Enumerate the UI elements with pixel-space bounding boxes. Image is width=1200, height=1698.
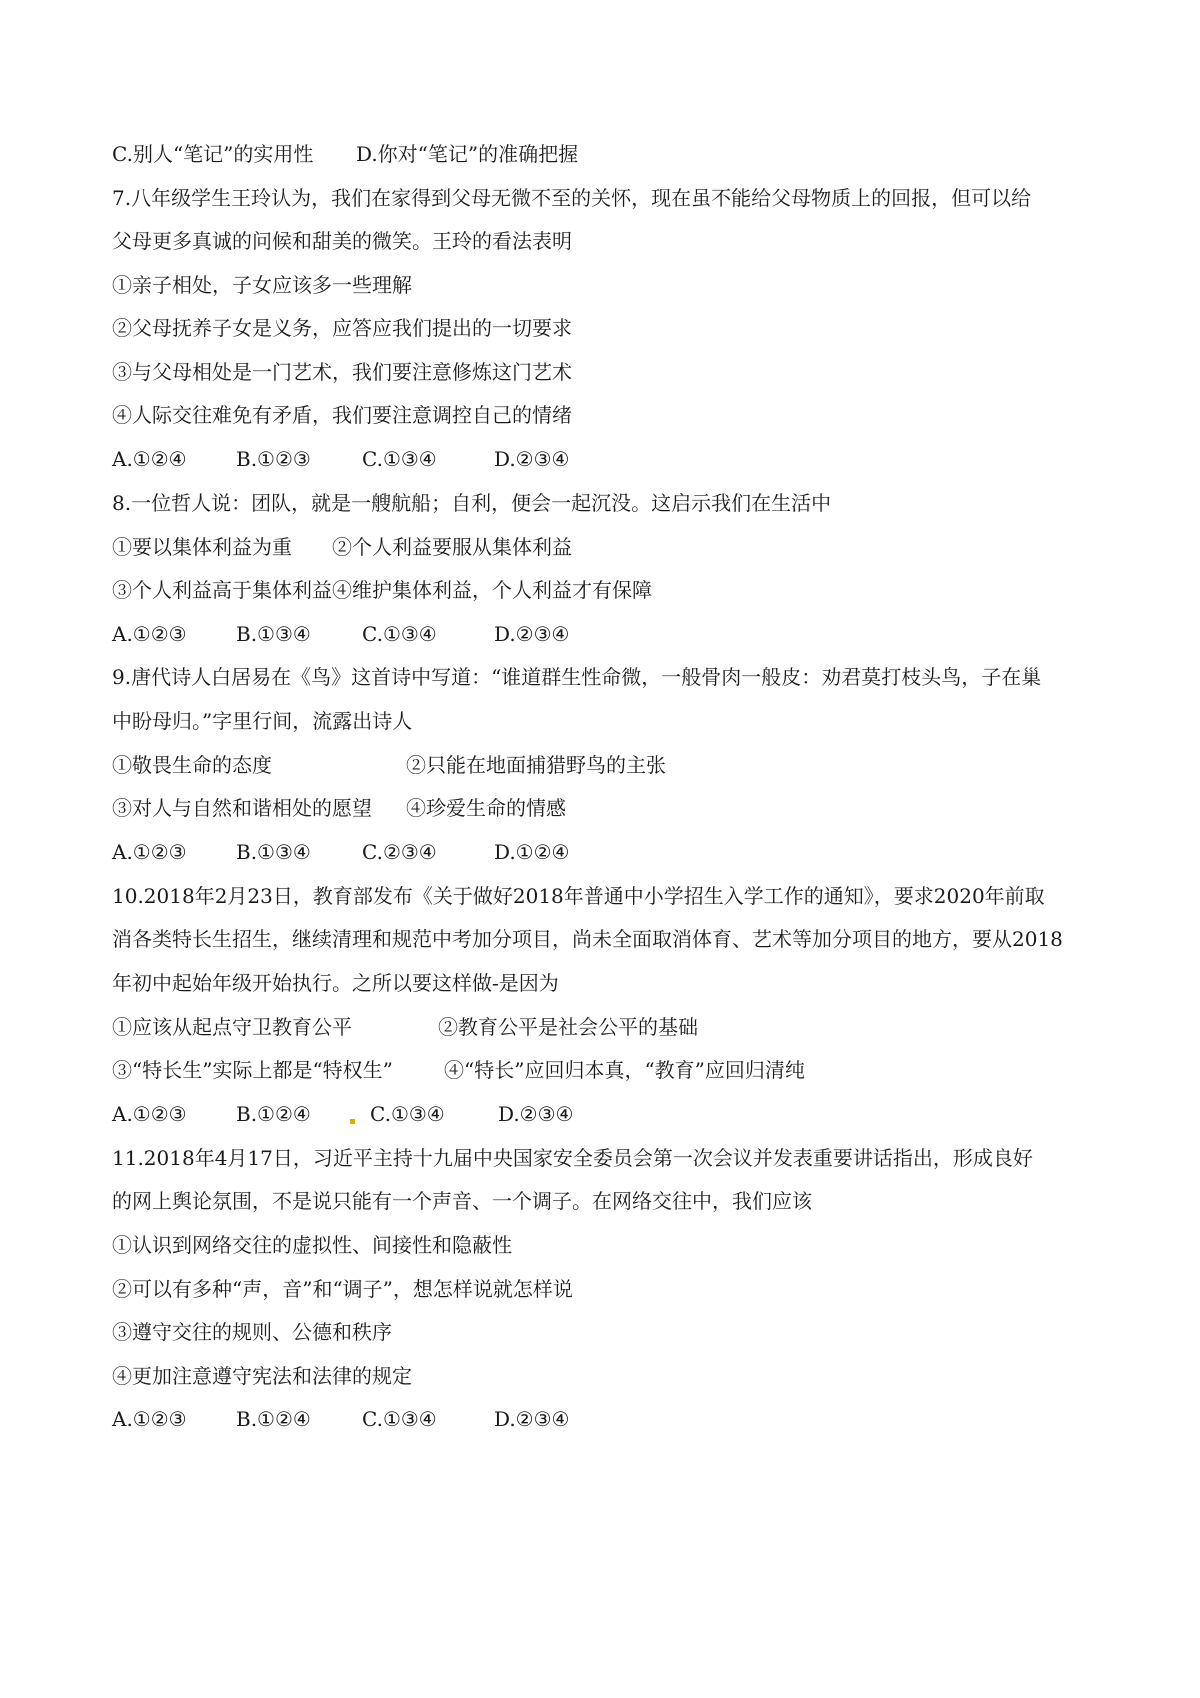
q7-item-4: ④人际交往难免有矛盾，我们要注意调控自己的情绪 <box>112 403 572 427</box>
q9-option-b: B.①③④ <box>236 840 311 864</box>
q10-stem-line-1: 10.2018年2月23日，教育部发布《关于做好2018年普通中小学招生入学工作的通知》，要求2020年前取 <box>112 884 1045 908</box>
q11-option-c: C.①③④ <box>362 1407 437 1431</box>
q9-item-2: ②只能在地面捕猎野鸟的主张 <box>406 753 666 777</box>
q11-stem-line-1: 11.2018年4月17日，习近平主持十九届中央国家安全委员会第一次会议并发表重要讲话指出，形成良好 <box>112 1146 1033 1170</box>
q9-item-1: ①敬畏生命的态度 <box>112 753 272 777</box>
q10-stem-line-2: 消各类特长生招生，继续清理和规范中考加分项目，尚未全面取消体育、艺术等加分项目的地方，要从2018 <box>112 927 1063 951</box>
q11-option-b: B.①②④ <box>236 1407 311 1431</box>
yellow-mark <box>350 1119 355 1124</box>
q10-item-1: ①应该从起点守卫教育公平 <box>112 1015 352 1039</box>
q7-item-2: ②父母抚养子女是义务，应答应我们提出的一切要求 <box>112 316 572 340</box>
q9-option-c: C.②③④ <box>362 840 437 864</box>
q11-item-3: ③遵守交往的规则、公德和秩序 <box>112 1320 392 1344</box>
q7-item-1: ①亲子相处，子女应该多一些理解 <box>112 273 412 297</box>
q8-option-d: D.②③④ <box>494 622 570 646</box>
q11-item-2: ②可以有多种“声，音”和“调子”，想怎样说就怎样说 <box>112 1277 573 1301</box>
q10-item-3: ③“特长生”实际上都是“特权生” <box>112 1058 393 1082</box>
q10-item-2: ②教育公平是社会公平的基础 <box>438 1015 698 1039</box>
q8-option-c: C.①③④ <box>362 622 437 646</box>
q10-option-c: C.①③④ <box>370 1102 445 1126</box>
q7-option-a: A.①②④ <box>112 447 187 471</box>
q11-option-d: D.②③④ <box>494 1407 570 1431</box>
q8-option-a: A.①②③ <box>112 622 187 646</box>
q7-stem-line-1: 7.八年级学生王玲认为，我们在家得到父母无微不至的关怀，现在虽不能给父母物质上的回报，但可以给 <box>112 186 1032 210</box>
q10-item-4: ④“特长”应回归本真，“教育”应回归清纯 <box>444 1058 805 1082</box>
q9-stem-line-2: 中盼母归。”字里行间，流露出诗人 <box>112 709 413 733</box>
q7-option-b: B.①②③ <box>236 447 311 471</box>
q10-option-b: B.①②④ <box>236 1102 311 1126</box>
q9-option-d: D.①②④ <box>494 840 570 864</box>
q6-option-d: D.你对“笔记”的准确把握 <box>356 142 579 166</box>
q10-option-d: D.②③④ <box>498 1102 574 1126</box>
q11-option-a: A.①②③ <box>112 1407 187 1431</box>
q7-option-c: C.①③④ <box>362 447 437 471</box>
q7-item-3: ③与父母相处是一门艺术，我们要注意修炼这门艺术 <box>112 360 572 384</box>
q9-option-a: A.①②③ <box>112 840 187 864</box>
q11-item-4: ④更加注意遵守宪法和法律的规定 <box>112 1364 412 1388</box>
q8-item-2: ②个人利益要服从集体利益 <box>332 535 572 559</box>
q10-stem-line-3: 年初中起始年级开始执行。之所以要这样做-是因为 <box>112 971 559 995</box>
q8-item-4: ④维护集体利益，个人利益才有保障 <box>332 578 652 602</box>
q11-stem-line-2: 的网上舆论氛围，不是说只能有一个声音、一个调子。在网络交往中，我们应该 <box>112 1189 812 1213</box>
q8-stem-line-1: 8.一位哲人说：团队，就是一艘航船；自利，便会一起沉没。这启示我们在生活中 <box>112 491 832 515</box>
q9-stem-line-1: 9.唐代诗人白居易在《鸟》这首诗中写道：“谁道群生性命微，一般骨肉一般皮：劝君莫打枝头鸟，子在巢 <box>112 665 1042 689</box>
q8-item-1: ①要以集体利益为重 <box>112 535 292 559</box>
q11-item-1: ①认识到网络交往的虚拟性、间接性和隐蔽性 <box>112 1233 512 1257</box>
q10-option-a: A.①②③ <box>112 1102 187 1126</box>
q9-item-3: ③对人与自然和谐相处的愿望 <box>112 796 372 820</box>
q7-stem-line-2: 父母更多真诚的问候和甜美的微笑。王玲的看法表明 <box>112 229 572 253</box>
q8-option-b: B.①③④ <box>236 622 311 646</box>
q6-option-c: C.别人“笔记”的实用性 <box>112 142 314 166</box>
q9-item-4: ④珍爱生命的情感 <box>406 796 566 820</box>
q8-item-3: ③个人利益高于集体利益 <box>112 578 332 602</box>
q7-option-d: D.②③④ <box>494 447 570 471</box>
